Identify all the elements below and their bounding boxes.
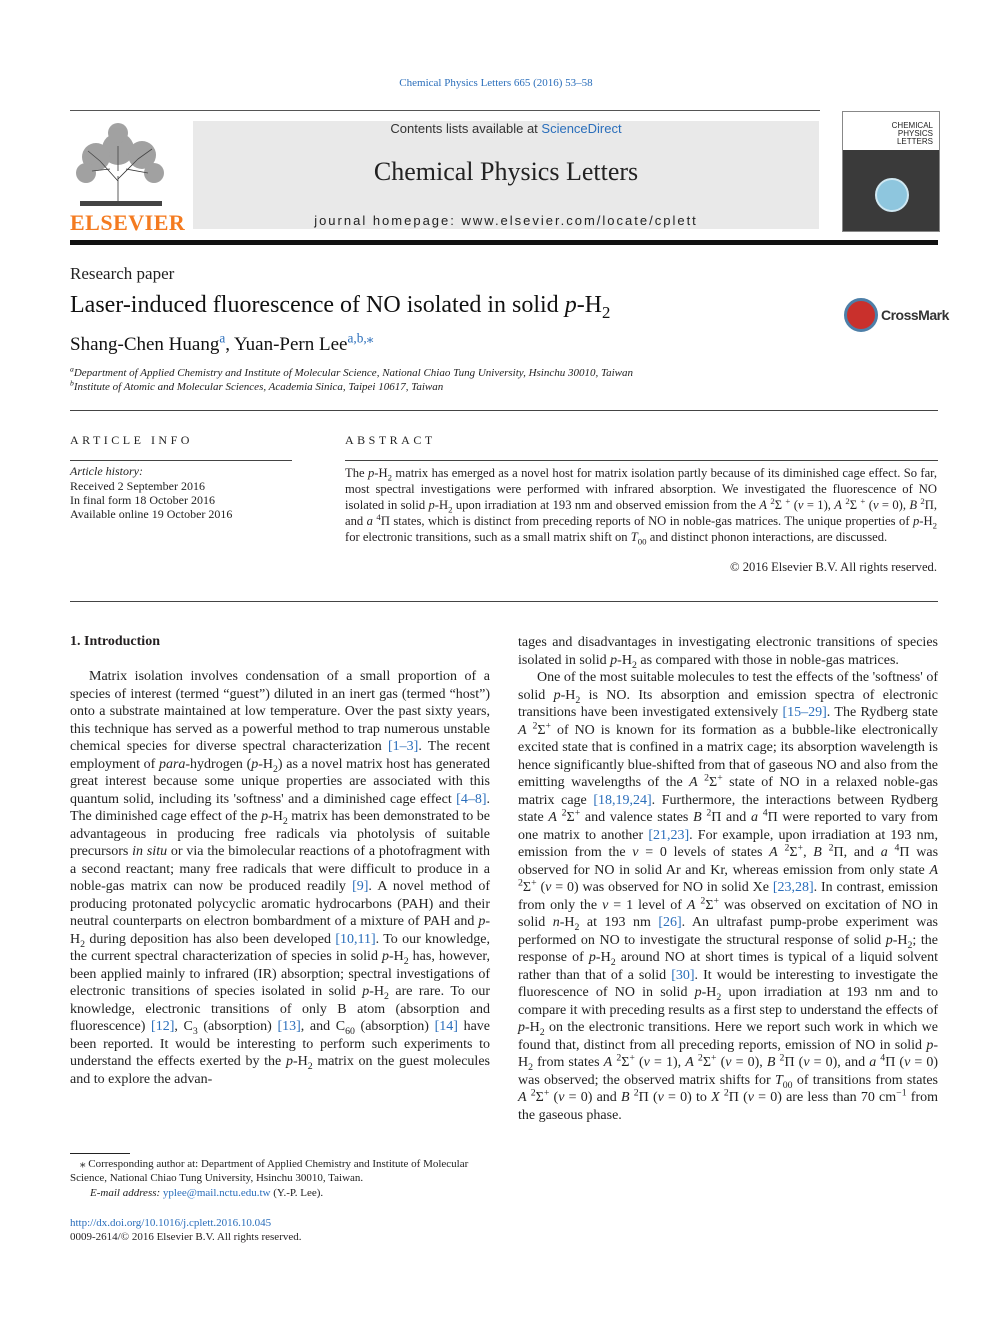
author-name[interactable]: Shang-Chen Huang <box>70 334 220 355</box>
cover-image <box>875 178 909 212</box>
article-title <box>70 292 611 322</box>
section-heading-introduction: 1. Introduction <box>70 634 160 649</box>
journal-title: Chemical Physics Letters <box>373 157 639 186</box>
history-received: Received 2 September 2016 <box>70 479 205 493</box>
body-column-left: Matrix isolation involves condensation of a small proportion of a species of interest (termed “guest”) diluted in an inert gas (termed “host”) onto a substrate maintained at low temperature. Over the past sixty years, this technique has served as a powerful method to trap numerous unstable chemical species for diverse spectral characterization [1–3]. The recent employment of para-hydrogen $(p-H_2)$ as a novel matrix host has generated great interest because some unique properties are associated with this quantum solid, including its 'softness' and a diminished cage effect [4–8]. The diminished cage effect of the $p-H_2$ matrix has been demonstrated to be advantageous in producing free radicals via photolysis of suitable precursors in situ or via the bimolecular reactions of a photofragment with a second reactant; many free radicals that were difficult to produce in a noble-gas matrix can now be produced readily [9]. A novel method of producing protonated polycyclic aromatic hydrocarbons (PAH) and their neutral counterparts on electron bombardment of a mixture of PAH and $p-H_2$ during deposition has also been developed [10,11]. To our knowledge, the current spectral characterization of species in solid $p-H_2$ has, however, been applied mainly to infrared (IR) absorption; spectral investigations of electronic transitions of species isolated in solid $p-H_2$ are rare. To our knowledge, electronic transitions of only B atom (absorption and fluorescence) [12], $C_3$ (absorption) [13], and $C_{60}$ (absorption) [14] have been reported. It would be interesting to perform such experiments to understand the effects exerted by the $p-H_2$ matrix on the guest molecules and to explore the advan- <box>70 669 490 1087</box>
email-suffix: (Y.-P. Lee). <box>270 1187 324 1199</box>
doi-link[interactable]: http://dx.doi.org/10.1016/j.cplett.2016.10.045 <box>70 1217 272 1229</box>
divider <box>70 460 292 461</box>
journal-homepage <box>193 213 819 228</box>
header-thick-rule <box>70 240 938 245</box>
affil-text: Department of Applied Chemistry and Institute of Molecular Science, National Chiao Tung University, Hsinchu 30010, Taiwan <box>73 367 633 379</box>
title-main: Laser-induced fluorescence of NO isolated in solid <box>70 292 565 318</box>
email-footnote <box>70 1186 510 1200</box>
article-info-heading: ARTICLE INFO <box>70 433 193 447</box>
title-subscript: 2 <box>602 302 611 322</box>
homepage-url[interactable]: www.elsevier.com/locate/cplett <box>461 213 698 228</box>
divider <box>70 410 938 411</box>
doi-block <box>70 1216 302 1244</box>
corresponding-footnote <box>70 1157 490 1185</box>
history-final: In final form 18 October 2016 <box>70 493 215 507</box>
journal-header-box <box>193 121 819 229</box>
history-online: Available online 19 October 2016 <box>70 507 233 521</box>
author-affil-marker[interactable]: a,b, <box>347 330 367 346</box>
author-name[interactable]: Yuan-Pern Lee <box>234 334 348 355</box>
journal-reference[interactable]: Chemical Physics Letters 665 (2016) 53–58 <box>399 77 593 89</box>
publisher-wordmark: ELSEVIER <box>70 210 186 235</box>
author-list <box>70 330 374 356</box>
header-rule <box>70 110 820 111</box>
homepage-prefix: journal homepage: <box>314 213 462 228</box>
history-label: Article history: <box>70 464 143 478</box>
email-link[interactable]: yplee@mail.nctu.edu.tw <box>162 1187 271 1199</box>
divider <box>70 601 938 602</box>
author-affil-marker[interactable]: a <box>219 330 226 346</box>
corresponding-marker[interactable]: ⁎ <box>366 330 374 346</box>
crossmark-icon[interactable] <box>844 298 878 332</box>
issn-copyright: 0009-2614/© 2016 Elsevier B.V. All rights reserved. <box>70 1231 302 1243</box>
footnote-text: Corresponding author at: Department of Applied Chemistry and Institute of Molecular Science, National Chiao Tung University, Hsinchu 30010, Taiwan. <box>70 1158 469 1184</box>
article-type: Research paper <box>70 264 175 283</box>
abstract-body: The $p-H_2$ matrix has emerged as a novel host for matrix isolation partly because of its diminished cage effect. So far, most spectral investigations were performed with infrared absorption. We investigated the fluorescence of NO isolated in solid $p-H_2$ upon irradiation at 193 nm and observed emission from the A $^2$Σ + (v = 1), A $^2$Σ + (v = 0), B $^2$Π, and a $^4$Π states, which is distinct from preceding reports of NO in noble-gas matrices. The unique properties of $p-H_2$ for electronic transitions, such as a small matrix shift on $T_{00}$ and distinct phonon interactions, are discussed. <box>345 466 938 547</box>
title-italic-p: p <box>564 292 577 318</box>
affiliation-a <box>70 364 633 379</box>
body-column-right: tages and disadvantages in investigating electronic transitions of species isolated in solid $p-H_2$ as compared with those in noble-gas matrices. One of the most suitable molecules to test the effects of the 'softness' of solid $p-H_2$ is NO. Its absorption and emission spectra of electronic transitions have been investigated extensively [15–29]. The Rydberg state A $^2$Σ+ of NO is known for its formation as a bubble-like electronically excited state that is confined in a matrix cage; its absorption wavelength is hence significantly blue-shifted from that of gaseous NO and also from the emitting wavelengths of the A $^2$Σ+ state of NO in a relaxed noble-gas matrix cage [18,19,24]. Furthermore, the interactions between Rydberg state A $^2$Σ+ and valence states B $^2$Π and a $^4$Π were reported to vary from one matrix to another [21,23]. For example, upon irradiation at 193 nm, emission from the v = 0 levels of states A $^2$Σ+, B $^2$Π, and a $^4$Π was observed for NO in solid Ar and Kr, whereas emission from only state A $^2$Σ+ (v = 0) was observed for NO in solid Xe [23,28]. In contrast, emission from only the v = 1 level of A $^2$Σ+ was observed on excitation of NO in solid $n-H_2$ at 193 nm [26]. An ultrafast pump-probe experiment was performed on NO to investigate the structural response of solid $p-H_2$; the response of $p-H_2$ around NO at short times is typical of a liquid solvent rather than that of a solid [30]. It would be interesting to investigate the fluorescence of NO in solid $p-H_2$ upon irradiation at 193 nm and to compare it with preceding results as a first step to understand the effects of $p-H_2$ on the electronic transitions. Here we report such work in which we found that, distinct from all preceding reports, emission of NO in solid $p-H_2$ from states A $^2$Σ+ (v = 1), A $^2$Σ+ (v = 0), B $^2$Π (v = 0), and a $^4$Π (v = 0) was observed; the observed matrix shifts for $T_{00}$ of transitions from states A $^2$Σ+ (v = 0) and B $^2$Π (v = 0) to X $^2$Π (v = 0) are less than 70 $cm^{-1}$ from the gaseous phase. <box>518 635 939 1123</box>
sciencedirect-link[interactable]: ScienceDirect <box>541 121 622 136</box>
crossmark-label[interactable]: CrossMark <box>881 307 949 323</box>
abstract-copyright: © 2016 Elsevier B.V. All rights reserved. <box>730 560 937 574</box>
divider <box>345 460 938 461</box>
email-label: E-mail address: <box>90 1187 163 1199</box>
affil-marker: b <box>70 378 74 388</box>
affiliation-b <box>70 378 444 393</box>
abstract-heading: ABSTRACT <box>345 433 436 447</box>
contents-availability <box>193 121 819 136</box>
footnote-star: ⁎ <box>80 1158 86 1170</box>
affil-text: Institute of Atomic and Molecular Sciences, Academia Sinica, Taipei 10617, Taiwan <box>73 381 444 393</box>
affil-marker: a <box>70 364 74 374</box>
journal-cover-thumbnail[interactable] <box>842 111 940 232</box>
cover-title: CHEMICAL PHYSICS LETTERS <box>891 121 933 146</box>
footnote-rule <box>70 1153 130 1154</box>
author-separator: , <box>225 334 235 355</box>
contents-prefix: Contents lists available at <box>390 121 542 136</box>
title-h: -H <box>576 292 603 318</box>
